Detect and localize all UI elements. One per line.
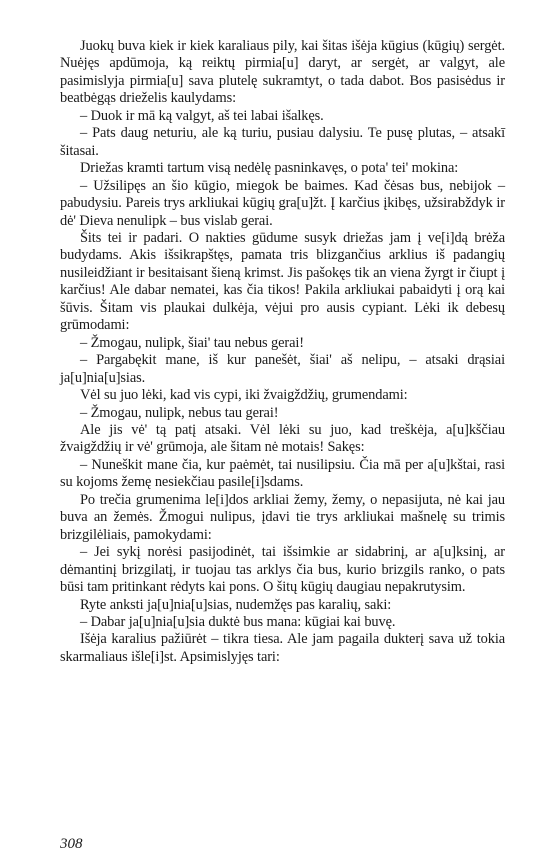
paragraph: – Žmogau, nulipk, nebus tau gerai! xyxy=(80,404,279,421)
paragraph: Šits tei ir padari. O nakties gūdume susyk driežas jam į ve[i]dą brėža budydams. Akis išsikrapštęs, pamata tris blizgančius arklius iš padangių nusileidžiant ir besitaisant šieną krimst. Jis pašokęs tik an viena žyrgt ir čiupt į karčius! Ale dabar nematei, kas čia tikos! Pakila arkliukai pabaidyti į orą kai šūvis. Šitam vis plaukai dulkėja, vėjui pro ausis cypiant. Lėki ik debesų grūmodami: xyxy=(60,229,505,334)
paragraph: Išėja karalius pažiūrėt – tikra tiesa. Ale jam pagaila dukterį sava už tokia skarmaliaus išle[i]st. Apsimislyjęs tari: xyxy=(60,631,505,665)
paragraph: – Dabar ja[u]nia[u]sia duktė bus mana: kūgiai kai buvę. xyxy=(80,613,396,630)
paragraph: – Jei sykį norėsi pasijodinėt, tai išsimkie ar sidabrinį, ar a[u]ksinį, ar dėmantinį brizgilatį, ir tuojau tas arklys čia bus, kurio brizgils ranko, o pats būsi tam pritinkant rėdyts kai pons. O šitų kūgių daugiau nepakrutysim. xyxy=(60,544,505,596)
paragraph: Driežas kramti tartum visą nedėlę pasninkavęs, o pota' tei' mokina: xyxy=(80,160,459,177)
page-text xyxy=(60,38,505,666)
paragraph: Juokų buva kiek ir kiek karaliaus pily, kai šitas išėja kūgius (kūgių) sergėt. Nuėjęs apdūmoja, ką reiktų pirmia[u] daryt, ar sergėt, ar valgyt, ale pasimislyja pirmia[u] sava plutelę sukramtyt, o tada dabot. Bos pasisėdus ir beatbėgąs drieželis kaulydams: xyxy=(60,38,505,107)
paragraph: – Pats daug neturiu, ale ką turiu, pusiau dalysiu. Te pusę plutas, – atsakī šitasai. xyxy=(60,125,505,159)
paragraph: Ale jis vė' tą patį atsaki. Vėl lėki su juo, kad treškėja, a[u]kščiau žvaigždžių ir vė' grūmoja, ale šitam nė motais! Sakęs: xyxy=(60,421,505,456)
page-number: 308 xyxy=(60,836,83,852)
paragraph: Vėl su juo lėki, kad vis cypi, iki žvaigždžių, grumendami: xyxy=(80,387,408,404)
paragraph: – Žmogau, nulipk, šiai' tau nebus gerai! xyxy=(80,334,304,351)
paragraph: Ryte anksti ja[u]nia[u]sias, nudemžęs pas karalių, saki: xyxy=(80,596,392,613)
paragraph: Po trečia grumenima le[i]dos arkliai žemy, žemy, o nepasijuta, nė kai jau buva an žemės. Žmogui nulipus, įdavi tie trys arkliukai mašnelę su trimis brizgilėliais, pamokydami: xyxy=(60,491,505,543)
paragraph: – Duok ir mā ką valgyt, aš tei labai išalkęs. xyxy=(80,107,324,124)
paragraph: – Užsilipęs an šio kūgio, miegok be baimes. Kad čėsas bus, nebijok – pabudysiu. Pareis trys arkliukai kūgių gra[u]žt. Į karčius įkibęs, užsirabždyk ir dė' Dieva nenulipk – bus vislab gerai. xyxy=(60,177,505,229)
paragraph: – Pargabękit mane, iš kur panešėt, šiai' aš nelipu, – atsaki drąsiai ja[u]nia[u]sias. xyxy=(60,352,505,386)
paragraph: – Nuneškit mane čia, kur paėmėt, tai nusilipsiu. Čia mā per a[u]kštai, rasi su kojoms žemę nesiekčiau pasile[i]sdams. xyxy=(60,456,505,491)
